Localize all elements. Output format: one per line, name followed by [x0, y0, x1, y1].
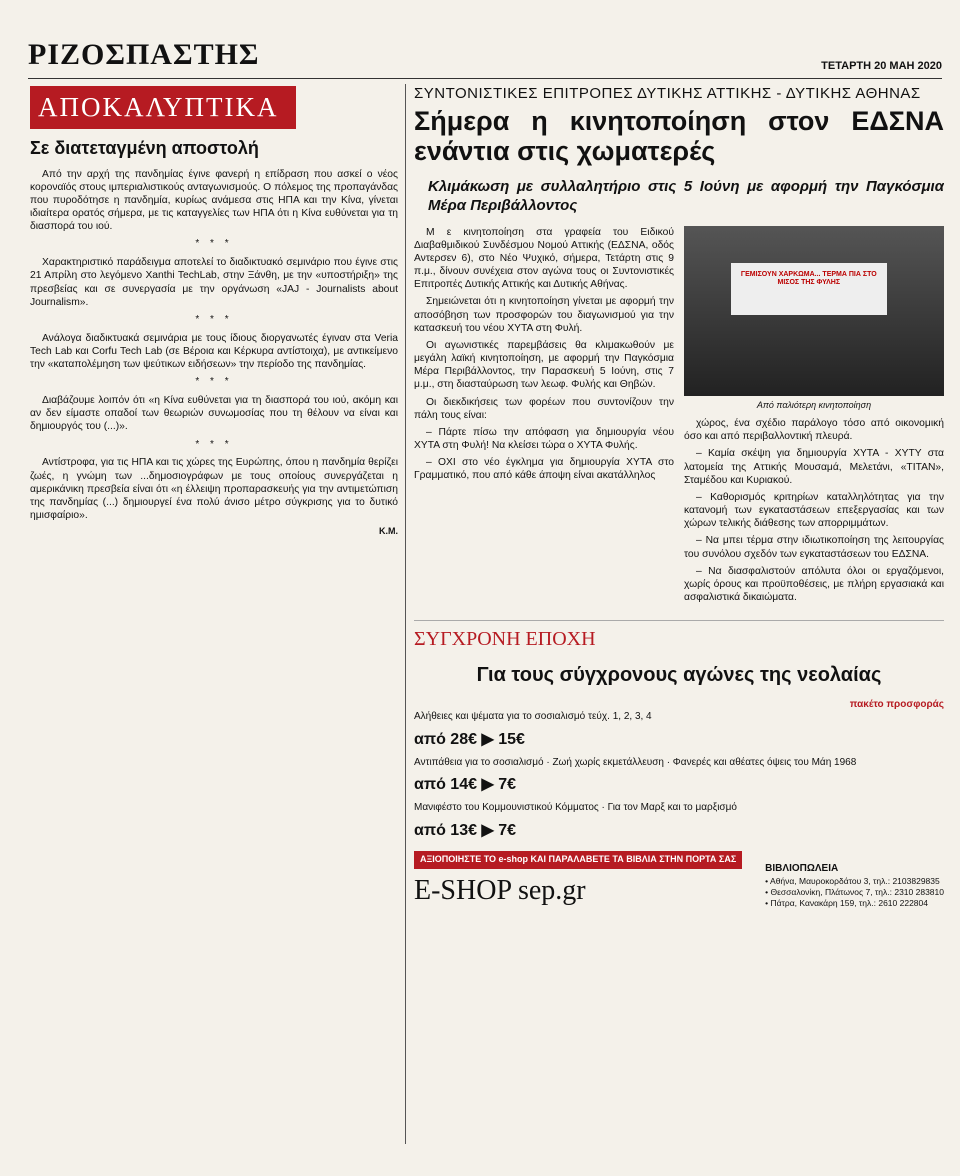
section-banner: ΑΠΟΚΑΛΥΠΤΙΚΑ — [30, 86, 296, 129]
left-column — [30, 84, 398, 1144]
set2-titles: Αντιπάθεια για το σοσιαλισμό · Ζωή χωρίς εκμετάλλευση · Φανερές και αθέατες όψεις του Μάη 1968 — [414, 756, 857, 768]
store-patra: • Πάτρα, Κανακάρη 159, τηλ.: 2610 222804 — [765, 897, 928, 908]
paragraph: – Πάρτε πίσω την απόφαση για δημιουργία νέου ΧΥΤΑ στη Φυλή! Να κλείσει τώρα ο ΧΥΤΑ Φυλής. — [414, 426, 674, 452]
right-column — [414, 84, 944, 1154]
signature: Κ.Μ. — [379, 526, 398, 537]
stars-separator: * * * — [195, 438, 233, 450]
stars-separator: * * * — [195, 313, 233, 325]
eshop-tag: ΑΞΙΟΠΟΙΗΣΤΕ ΤΟ e-shop ΚΑΙ ΠΑΡΑΛΑΒΕΤΕ ΤΑ ΒΙΒΛΙΑ ΣΤΗΝ ΠΟΡΤΑ ΣΑΣ — [414, 851, 742, 869]
eshop-block — [414, 851, 944, 908]
section-subtitle: Σε διατεταγμένη αποστολή — [30, 137, 259, 158]
ad-brand: ΣΥΓΧΡΟΝΗ ΕΠΟΧΗ — [414, 628, 596, 651]
eshop-logo[interactable]: E-SHOP sep.gr — [414, 874, 586, 906]
store-thessaloniki: • Θεσσαλονίκη, Πλάτωνος 7, τηλ.: 2310 283810 — [765, 886, 944, 897]
paragraph: – Να διασφαλιστούν απόλυτα όλοι οι εργαζόμενοι, χωρίς όρους και προϋποθέσεις, με πλήρη εργασιακά και ασφαλιστικά δικαιώματα. — [684, 565, 944, 604]
photo-banner: ΓΕΜΙΣΟΥΝ ΧΑΡΚΩΜΑ... ΤΕΡΜΑ ΠΙΑ ΣΤΟ ΜΙΣΟΣ ΤΗΣ ΦΥΛΗΣ — [731, 263, 887, 315]
ad-headline: Για τους σύγχρονους αγώνες της νεολαίας — [476, 663, 882, 686]
offer-tag: πακέτο προσφοράς — [849, 698, 944, 710]
store-athens: • Αθήνα, Μαυροκορδάτου 3, τηλ.: 2103829835 — [765, 875, 940, 886]
set3-price: από 13€ ▶ 7€ — [414, 821, 516, 839]
protest-photo — [684, 226, 944, 396]
paragraph: χώρος, ένα σχέδιο παράλογο τόσο από οικονομική όσο και από περιβαλλοντική πλευρά. — [684, 418, 944, 443]
deck: Κλιμάκωση με συλλαλητήριο στις 5 Ιούνη με αφορμή την Παγκόσμια Μέρα Περιβάλλοντος — [428, 177, 944, 215]
set1-price: από 28€ ▶ 15€ — [414, 731, 525, 749]
column-divider — [405, 84, 406, 1144]
paragraph: – ΟΧΙ στο νέο έγκλημα για δημιουργία ΧΥΤΑ στο Γραμματικό, που από κάθε άποψη είναι ακατάλληλος — [414, 457, 674, 482]
article-body — [414, 226, 944, 609]
paragraph: – Να μπει τέρμα στην ιδιωτικοποίηση της λειτουργίας του συνόλου σχεδόν των εγκαταστάσεων του ΕΔΣΝΑ. — [684, 535, 944, 560]
paragraph: Χαρακτηριστικό παράδειγμα αποτελεί το διαδικτυακό σεμινάριο που έγινε στις 21 Απρίλη στο λεγόμενο Xanthi TechLab, στην Ξάνθη, με την «υποστήριξη» της πρεσβείας και σε συνεργασία με την οργάνωση «JAJ - Journalists about Journalism». — [30, 257, 398, 308]
photo-caption: Από παλιότερη κινητοποίηση — [756, 399, 872, 410]
paragraph: Από την αρχή της πανδημίας έγινε φανερή η επίδραση που ασκεί ο νέος κοροναϊός στους ιμπεριαλιστικούς ανταγωνισμούς. Ο πόλεμος της προπαγάνδας που πυροδότησε η πανδημία, κυρίως ανάμεσα στις ΗΠΑ και την Κίνα, γίνεται ιδιαίτερα ορατός σήμερα, με τις καταγγελίες των ΗΠΑ ότι η Κίνα ευθύνεται για τη διασπορά του ιού. — [30, 168, 398, 233]
paragraph: Μ ε κινητοποίηση στα γραφεία του Ειδικού Διαβαθμιδικού Συνδέσμου Νομού Αττικής (ΕΔΣΝΑ, οδός Αντερσεν 6), στο Νέο Ψυχικό, σήμερα, Τετάρτη στις 9 π.μ., δίνουν συνέχεια στον αγώνα τους οι Συντονιστικές Επιτροπές Δυτικής Αττικής και Δυτικής Αθήνας. — [414, 226, 674, 291]
set1-label: Αλήθειες και ψέματα για το σοσιαλισμό τεύχ. 1, 2, 3, 4 — [414, 711, 652, 723]
issue-date: ΤΕΤΑΡΤΗ 20 ΜΑΗ 2020 — [821, 60, 942, 72]
article-col-2 — [684, 226, 944, 609]
bookshop-ad — [414, 620, 944, 908]
paragraph: Σημειώνεται ότι η κινητοποίηση γίνεται με αφορμή την αποσόβηση των προσφορών του διαγωνισμού για την κατασκευή του νέου ΧΥΤΑ στη Φυλή. — [414, 296, 674, 334]
paragraph: Διαβάζουμε λοιπόν ότι «η Κίνα ευθύνεται για τη διασπορά του ιού, ακόμη και αν δεν είμαστε οπαδοί των θεωριών συνωμοσίας που τη θέλουν να είναι και δημιουργός του (...)». — [30, 395, 398, 433]
stores-title: ΒΙΒΛΙΟΠΩΛΕΙΑ — [765, 863, 839, 875]
paragraph: – Καμία σκέψη για δημιουργία ΧΥΤΑ - ΧΥΤΥ στα λατομεία της Αττικής Μουσαμά, Μελετάνι, «ΤΙΤΑΝ», Σταμέδου και Κυριακού. — [684, 448, 944, 486]
masthead-title: ΡΙΖΟΣΠΑΣΤΗΣ — [28, 38, 260, 71]
top-rule — [28, 78, 942, 79]
paragraph: Αντίστροφα, για τις ΗΠΑ και τις χώρες της Ευρώπης, όπου η πανδημία θερίζει ζωές, η γνώμη των ...δημοσιογράφων με τους οποίους συνεργάζεται η αμερικάνικη πρεσβεία είναι ότι «η έλλειψη προπαρασκευής για την αντιμετώπιση της πανδημίας (...) δημιουργεί ένα πολύ άνισο μέτρο σύγκρισης για το δυτικό ημισφαίριο». — [30, 457, 398, 522]
set2-price: από 14€ ▶ 7€ — [414, 776, 516, 794]
stars-separator: * * * — [195, 238, 233, 250]
headline: Σήμερα η κινητοποίηση στον ΕΔΣΝΑ ενάντια στις χωματερές — [414, 106, 944, 166]
paragraph: Οι αγωνιστικές παρεμβάσεις θα κλιμακωθούν με μεγάλη λαϊκή κινητοποίηση, με αφορμή την Παγκόσμια Μέρα Περιβάλλοντος, την Παρασκευή 5 Ιούνη, στις 7 μ.μ., στη διασταύρωση των λεωφ. Φυλής και Θηβών. — [414, 339, 674, 391]
kicker: ΣΥΝΤΟΝΙΣΤΙΚΕΣ ΕΠΙΤΡΟΠΕΣ ΔΥΤΙΚΗΣ ΑΤΤΙΚΗΣ - ΔΥΤΙΚΗΣ ΑΘΗΝΑΣ — [414, 85, 921, 102]
paragraph: – Καθορισμός κριτηρίων καταλληλότητας για την κατανομή των εγκαταστάσεων επεξεργασίας και των χώρων τελικής διάθεσης των απορριμμάτων. — [684, 491, 944, 530]
stores-list — [765, 863, 944, 908]
paragraph: Ανάλογα διαδικτυακά σεμινάρια με τους ίδιους διοργανωτές έγιναν στα Veria Tech Lab και Corfu Tech Lab (σε Βέροια και Κέρκυρα αντίστοιχα), με αντικείμενο την «καταπολέμηση των ψεύτικων ειδήσεων» την περίοδο της πανδημίας. — [30, 332, 398, 371]
stars-separator: * * * — [195, 376, 233, 388]
set3-titles: Μανιφέστο του Κομμουνιστικού Κόμματος · Για τον Μαρξ και το μαρξισμό — [414, 801, 737, 813]
paragraph: Οι διεκδικήσεις των φορέων που συντονίζουν την πάλη τους είναι: — [414, 396, 674, 421]
article-col-1 — [414, 226, 674, 609]
